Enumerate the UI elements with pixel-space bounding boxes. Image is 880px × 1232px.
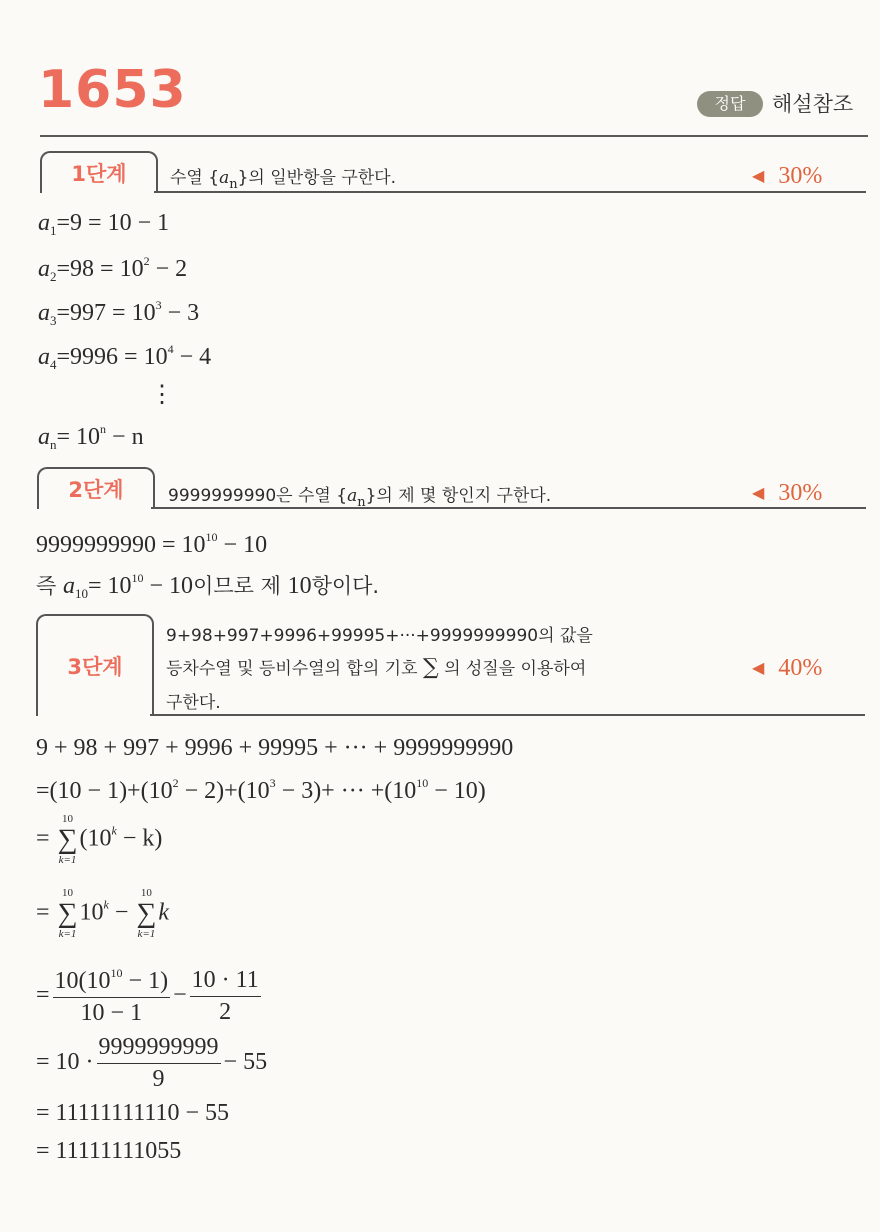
triangle-pointer-icon: ◀ — [752, 168, 765, 185]
step-1-percent: ◀ 30% — [752, 163, 823, 189]
step-2-conclusion: 즉 $a_{10}= 10^{10} - 10$이므로 제 10항이다. — [36, 571, 380, 601]
step-3-description-line-2: 등차수열 및 등비수열의 합의 기호 ∑ 의 성질을 이용하여 — [166, 655, 587, 680]
header-divider — [40, 135, 868, 137]
subtraction-line: = 11111111110 − 55 — [36, 1100, 230, 1126]
step-1-description: 수열 $\{a_n\}$의 일반항을 구한다. — [170, 168, 396, 192]
fraction-form: = $\frac{10(10^{10} - 1)}{10 - 1}$ − $\frac{10 \cdot 11}{2}$ — [36, 966, 259, 1026]
step-1-label: 1단계 — [40, 151, 158, 193]
sigma-notation: 10 ∑ k=1 — [57, 813, 78, 866]
sigma-symbol: ∑ — [422, 655, 439, 680]
equation-a4: $a_4=9996 = 10^4 - 4$ — [38, 342, 212, 372]
step-3-label: 3단계 — [36, 614, 154, 716]
answer-reference: 해설참조 — [772, 92, 854, 116]
triangle-pointer-icon: ◀ — [752, 660, 765, 677]
equation-a3: $a_3=997 = 10^3 - 3$ — [38, 298, 200, 328]
step-2-label: 2단계 — [37, 467, 155, 509]
sum-expanded: $=(10 - 1)+(10^2 - 2)+(10^3 - 3)+$ ··· $+(10^{10} - 10)$ — [36, 776, 486, 804]
step-2-description: 9999999990은 수열 $\{a_n\}$의 제 몇 항인지 구한다. — [168, 486, 552, 510]
step-3-percent: ◀ 40% — [752, 655, 823, 681]
final-answer: = 11111111055 — [36, 1138, 182, 1164]
simplified-fraction: = 10 · $\frac{9999999999}{9}$ − 55 — [36, 1034, 268, 1092]
sum-expression: 9 + 98 + 997 + 9996 + 99995 + ··· + 9999999990 — [36, 735, 514, 761]
general-term: $a_n= 10^n - n$ — [38, 422, 144, 452]
arithmetic-sum-fraction: $\frac{10 \cdot 11}{2}$ — [191, 967, 259, 1025]
step-2-percent: ◀ 30% — [752, 480, 823, 506]
step-2-equation: $9999999990 = 10^{10} - 10$ — [36, 530, 268, 558]
sigma-form-1: = 10 ∑ k=1 $(10^k - k)$ — [36, 813, 163, 866]
sigma-notation: 10 ∑ k=1 — [57, 887, 78, 940]
step-3-description-line-1: 9+98+997+9996+99995+···+9999999990의 값을 — [166, 626, 593, 646]
triangle-pointer-icon: ◀ — [752, 485, 765, 502]
geometric-sum-fraction: $\frac{10(10^{10} - 1)}{10 - 1}$ — [54, 966, 169, 1026]
equation-a2: $a_2=98 = 10^2 - 2$ — [38, 254, 188, 284]
answer-badge: 정답 — [697, 91, 763, 117]
vertical-ellipsis: ⋮ — [150, 382, 174, 408]
problem-number: 1653 — [38, 60, 187, 120]
equation-a1: $a_1=9 = 10 - 1$ — [38, 210, 170, 238]
sigma-form-2: = 10 ∑ k=1 $10^k$ − 10 ∑ k=1 k — [36, 887, 170, 940]
step-3-rule — [150, 714, 865, 716]
sigma-notation: 10 ∑ k=1 — [136, 887, 157, 940]
step-3-description-line-3: 구한다. — [166, 693, 221, 713]
